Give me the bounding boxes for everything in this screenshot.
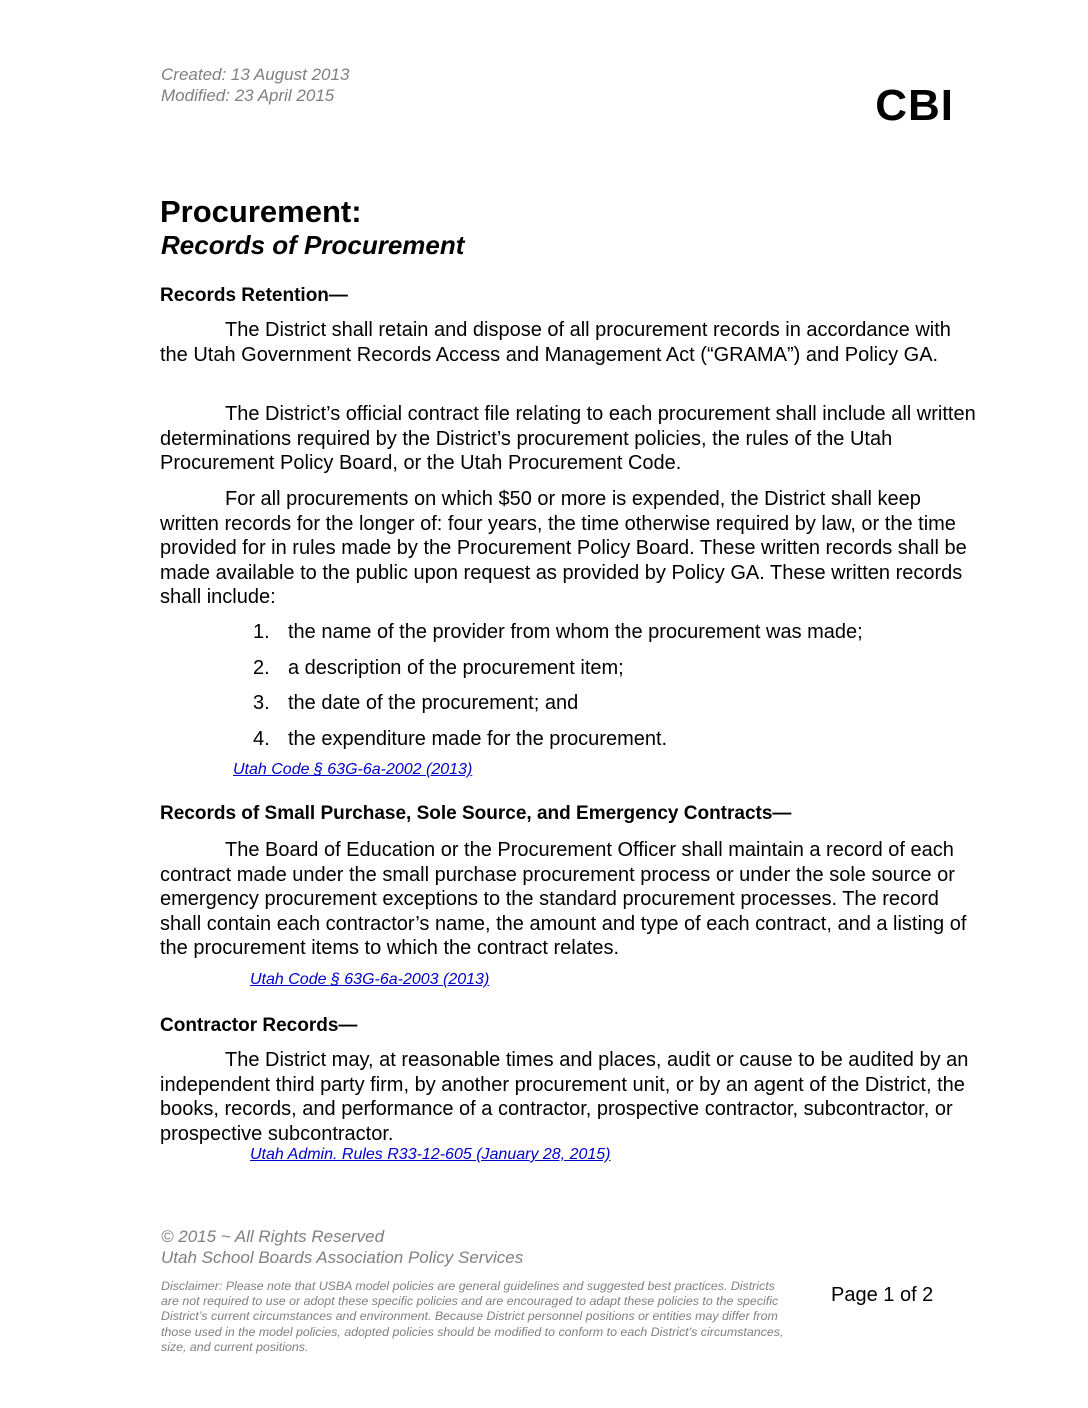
citation-link-2003[interactable]: Utah Code § 63G-6a-2003 (2013)	[250, 971, 490, 988]
list-item-number: 4.	[253, 727, 270, 750]
policy-code: CBI	[875, 81, 954, 130]
retention-paragraph-2: The District’s official contract file relating to each procurement shall include all written determinations required by the District’s procurement policies, the rules of the Utah Procurement Policy Board, or the Utah Procurement Code.	[160, 403, 976, 474]
document-title: Procurement:	[160, 194, 362, 229]
retention-paragraph-1: The District shall retain and dispose of all procurement records in accordance with the Utah Government Records Access and Management Act (“GRAMA”) and Policy GA.	[160, 319, 951, 366]
document-dates	[161, 64, 349, 106]
page-number: Page 1 of 2	[831, 1284, 934, 1306]
disclaimer-text: Disclaimer: Please note that USBA model policies are general guidelines and suggested best practices. Districts are not required to use or adopt these specific policies and are encouraged to adapt these policies to the specific District’s current circumstances and environment. Because District personnel positions or entities may differ from those used in the model policies, adopted policies should be modified to conform to each District’s circumstances, size, and current positions.	[161, 1279, 784, 1354]
citation-link-r33[interactable]: Utah Admin. Rules R33-12-605 (January 28, 2015)	[250, 1146, 611, 1163]
list-item-text: the date of the procurement; and	[288, 692, 579, 714]
small-purchase-paragraph: The Board of Education or the Procurement Officer shall maintain a record of each contract made under the small purchase procurement process or under the sole source or emergency procurement exceptions to the standard procurement processes. The record shall contain each contractor’s name, the amount and type of each contract, and a listing of the procurement items to which the contract relates.	[160, 839, 967, 959]
list-item-text: a description of the procurement item;	[288, 656, 624, 679]
list-item	[253, 620, 863, 656]
section-heading-contractor: Contractor Records—	[160, 1015, 358, 1036]
organization-text: Utah School Boards Association Policy Services	[161, 1248, 524, 1267]
modified-date: Modified: 23 April 2015	[161, 86, 335, 105]
list-item-number: 3.	[253, 692, 270, 714]
list-item-number: 1.	[253, 621, 270, 643]
footer-copyright-block	[161, 1226, 523, 1268]
list-item	[253, 727, 863, 763]
section-heading-retention: Records Retention—	[160, 285, 348, 306]
section-heading-small-purchase: Records of Small Purchase, Sole Source, and Emergency Contracts—	[160, 803, 792, 824]
list-item-text: the expenditure made for the procurement.	[288, 727, 668, 750]
copyright-text: © 2015 ~ All Rights Reserved	[161, 1227, 385, 1246]
list-item-text: the name of the provider from whom the procurement was made;	[288, 621, 863, 643]
list-item	[253, 656, 863, 692]
records-list	[253, 620, 863, 762]
contractor-paragraph: The District may, at reasonable times and places, audit or cause to be audited by an independent third party firm, by another procurement unit, or by an agent of the District, the books, records, and performance of a contractor, prospective contractor, subcontractor, or prospective subcontractor.	[160, 1049, 969, 1145]
citation-link-2002[interactable]: Utah Code § 63G-6a-2002 (2013)	[233, 761, 473, 778]
list-item-number: 2.	[253, 656, 270, 679]
created-date: Created: 13 August 2013	[161, 65, 350, 84]
retention-paragraph-3: For all procurements on which $50 or more is expended, the District shall keep written records for the longer of: four years, the time otherwise required by law, or the time provided for in rules made by the Procurement Policy Board. These written records shall be made available to the public upon request as provided by Policy GA. These written records shall include:	[160, 488, 967, 608]
list-item	[253, 691, 863, 727]
document-subtitle: Records of Procurement	[161, 230, 465, 260]
